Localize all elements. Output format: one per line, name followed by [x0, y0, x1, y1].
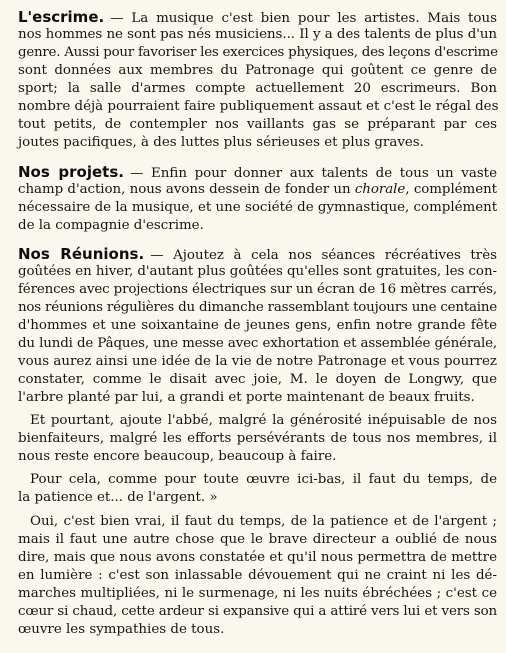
oui-line-4: en lumière : c'est son inlassable dévouement qui ne craint ni les dé- [18, 568, 497, 583]
oui-line-5: marches multipliées, ni le surmenage, ni les nuits ébréchées ; c'est ce [18, 586, 497, 601]
escrime-line-5: sport; la salle d'armes compte actuellement 20 escrimeurs. Bon [18, 81, 497, 96]
reunions-line-3: férences avec projections électriques sur un écran de 16 mètres carrés, [18, 282, 497, 297]
projets-line-2-post: , complément [405, 182, 497, 197]
reunions-line-9: l'arbre planté par lui, a grandi et porte maintenant de beaux fruits. [18, 390, 475, 405]
reunions-line-2: goûtées en hiver, d'autant plus goûtées qu'elles sont gratuites, les con- [18, 264, 497, 279]
projets-chorale: chorale [354, 182, 406, 197]
projets-line-3: nécessaire de la musique, et une société de gymnastique, complément [18, 200, 498, 215]
escrime-line-1 [18, 8, 497, 28]
pourtant-line-3: nous reste encore beaucoup, beaucoup à faire. [18, 449, 337, 464]
reunions-intro: — Ajoutez à cela nos séances récréatives très [150, 248, 497, 263]
oui-line-1: Oui, c'est bien vrai, il faut du temps, de la patience et de l'argent ; [30, 514, 497, 529]
pourcela-line-2: la patience et... de l'argent. » [18, 490, 218, 505]
escrime-line-8: joutes pacifiques, à des luttes plus sérieuses et plus graves. [18, 135, 424, 150]
projets-line-2 [18, 181, 497, 199]
projets-line-2-pre: champ d'action, nous avons dessein de fonder un [18, 182, 351, 197]
oui-line-3: dire, mais que nous avons constatée et qu'il nous permettra de mettre [18, 550, 497, 565]
projets-line-4: de la compagnie d'escrime. [18, 218, 204, 233]
escrime-intro: — La musique c'est bien pour les artistes. Mais tous [110, 11, 497, 26]
projets-intro: — Enfin pour donner aux talents de tous un vaste [129, 166, 497, 181]
escrime-line-4: sont données aux membres du Patronage qui goûtent ce genre de [18, 63, 497, 78]
reunions-line-1 [18, 245, 497, 265]
oui-line-6: cœur si chaud, cette ardeur si expansive qui a attiré vers lui et vers son [18, 604, 497, 619]
reunions-heading: Nos Réunions. [18, 245, 145, 263]
escrime-line-7: tout petits, de contempler nos vaillants gas se préparant par ces [18, 117, 497, 132]
projets-heading: Nos projets. [18, 163, 124, 181]
escrime-line-3: genre. Aussi pour favoriser les exercices physiques, des leçons d'escrime [18, 45, 498, 60]
escrime-heading: L'escrime. [18, 8, 105, 26]
pourcela-line-1: Pour cela, comme pour toute œuvre ici-bas, il faut du temps, de [30, 472, 497, 487]
pourtant-line-2: bienfaiteurs, malgré les efforts persévérants de tous nos membres, il [18, 431, 497, 446]
reunions-line-5: d'hommes et une soixantaine de jeunes gens, enfin notre grande fête [18, 318, 497, 333]
escrime-line-6: nombre déjà pourraient faire publiquement assaut et c'est le régal des [18, 99, 499, 114]
reunions-line-8: constater, comme le disait avec joie, M. le doyen de Longwy, que [18, 372, 497, 387]
oui-line-2: mais il faut une autre chose que le brave directeur a oublié de nous [18, 532, 497, 547]
reunions-line-4: nos réunions régulières du dimanche rassemblant toujours une centaine [18, 300, 498, 315]
oui-line-7: œuvre les sympathies de tous. [18, 622, 225, 637]
reunions-line-6: du lundi de Pâques, une messe avec exhortation et assemblée générale, [18, 336, 497, 351]
escrime-line-2: nos hommes ne sont pas nés musiciens... Il y a des talents de plus d'un [18, 27, 497, 42]
reunions-line-7: vous aurez ainsi une idée de la vie de notre Patronage et vous pourrez [18, 354, 497, 369]
projets-line-1 [18, 163, 497, 183]
pourtant-line-1: Et pourtant, ajoute l'abbé, malgré la générosité inépuisable de nos [30, 413, 497, 428]
